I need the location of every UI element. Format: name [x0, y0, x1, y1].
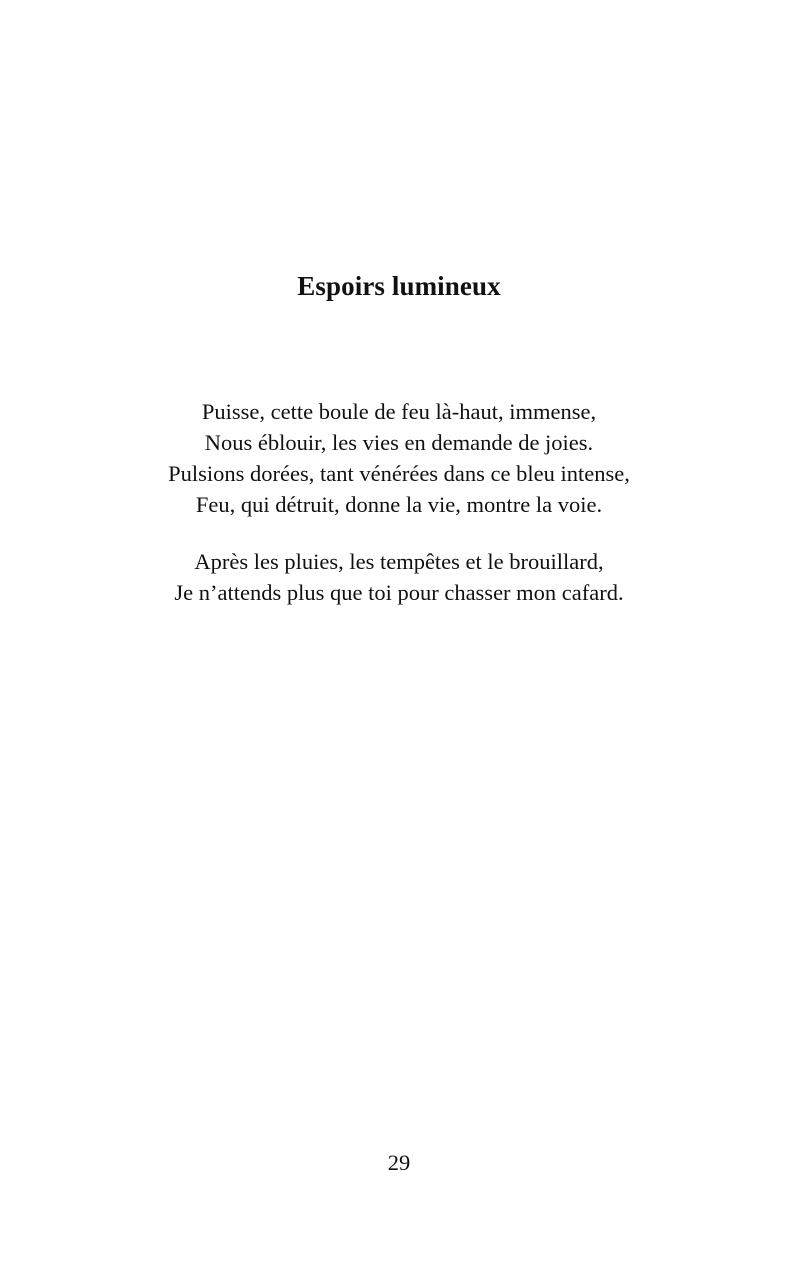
verse-line: Nous éblouir, les vies en demande de joies.	[204, 430, 594, 455]
verse-line: Je n’attends plus que toi pour chasser mon cafard.	[174, 580, 624, 605]
verse-line: Pulsions dorées, tant vénérées dans ce bleu intense,	[168, 461, 630, 486]
stanza-1	[0, 396, 798, 520]
verse-line: Après les pluies, les tempêtes et le brouillard,	[194, 549, 604, 574]
stanza-2	[0, 546, 798, 608]
page-number: 29	[387, 1150, 411, 1175]
verse-line: Feu, qui détruit, donne la vie, montre la voie.	[195, 492, 603, 517]
poem-title: Espoirs lumineux	[297, 271, 501, 301]
verse-line: Puisse, cette boule de feu là-haut, immense,	[201, 399, 597, 424]
